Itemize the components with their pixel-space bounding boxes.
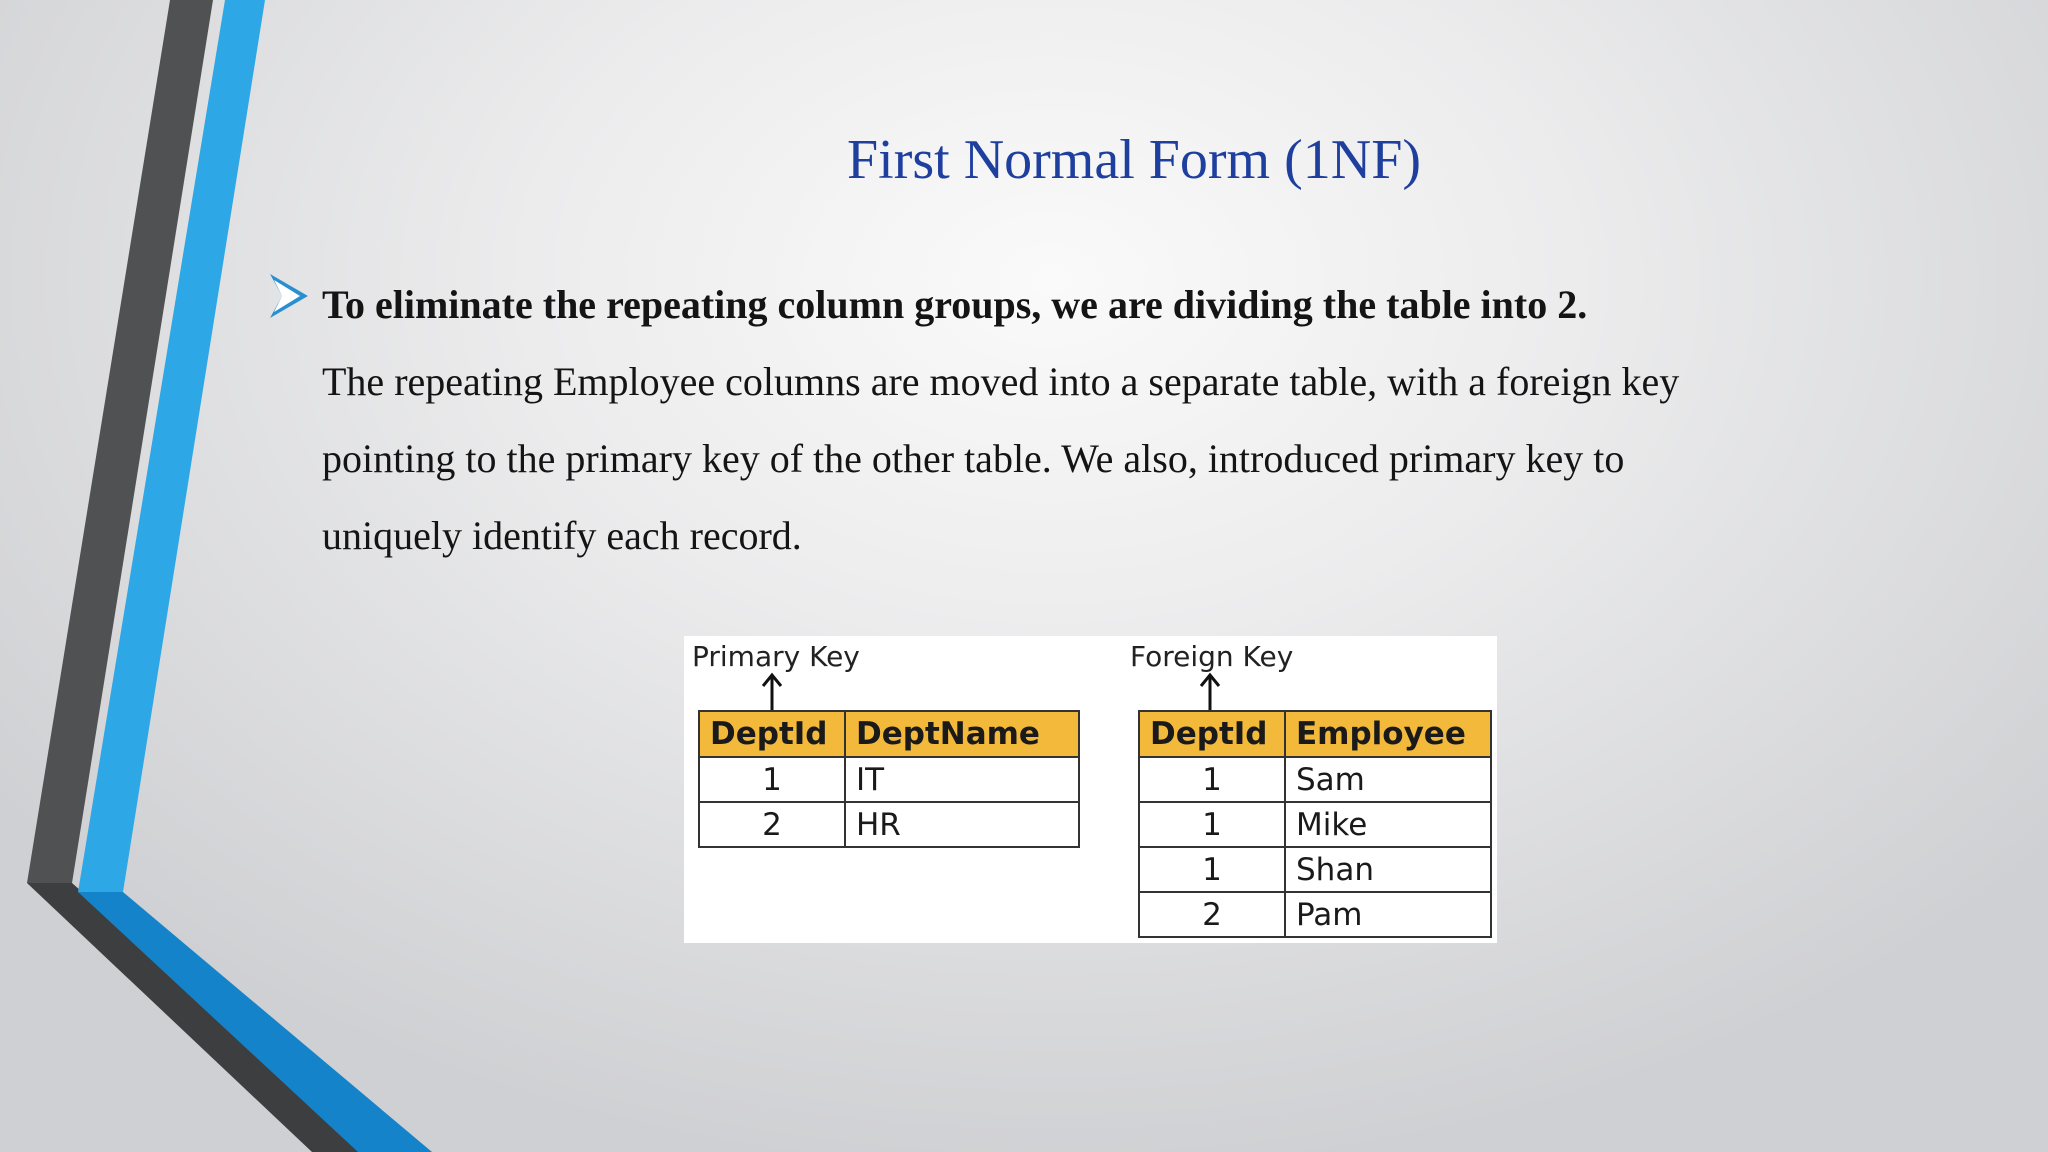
table-row xyxy=(1139,847,1491,892)
bullet-body-text: The repeating Employee columns are moved into a separate table, with a foreign key pointing to the primary key of the other table. We also, introduced primary key to uniquely identify each record. xyxy=(322,359,1680,558)
column-header: DeptId xyxy=(1139,711,1285,757)
table-cell: 1 xyxy=(699,757,845,802)
table-header-row xyxy=(699,711,1079,757)
table-row xyxy=(699,757,1079,802)
table-cell: 1 xyxy=(1139,757,1285,802)
bullet-text xyxy=(322,266,1712,574)
primary-key-label: Primary Key xyxy=(692,640,860,673)
column-header: Employee xyxy=(1285,711,1491,757)
foreign-key-label: Foreign Key xyxy=(1130,640,1294,673)
blue-stripe-diagonal xyxy=(78,892,432,1152)
slide-title: First Normal Form (1NF) xyxy=(847,129,1421,191)
table-row xyxy=(1139,892,1491,937)
table-cell: 1 xyxy=(1139,847,1285,892)
table-cell: IT xyxy=(845,757,1079,802)
table-cell: 2 xyxy=(1139,892,1285,937)
bullet-lead-text: To eliminate the repeating column groups, we are dividing the table into 2. xyxy=(322,282,1588,327)
arrow-bullet-icon xyxy=(268,272,310,320)
table-cell: Pam xyxy=(1285,892,1491,937)
up-arrow-icon xyxy=(1198,672,1222,712)
table-cell: Mike xyxy=(1285,802,1491,847)
up-arrow-icon xyxy=(760,672,784,712)
column-header: DeptName xyxy=(845,711,1079,757)
table-row xyxy=(1139,802,1491,847)
column-header: DeptId xyxy=(699,711,845,757)
table-cell: 2 xyxy=(699,802,845,847)
table-header-row xyxy=(1139,711,1491,757)
table-row xyxy=(699,802,1079,847)
table-cell: 1 xyxy=(1139,802,1285,847)
table-cell: Sam xyxy=(1285,757,1491,802)
tables-figure xyxy=(684,636,1497,943)
table-row xyxy=(1139,757,1491,802)
employee-table xyxy=(1138,710,1492,938)
department-table xyxy=(698,710,1080,848)
table-cell: Shan xyxy=(1285,847,1491,892)
table-cell: HR xyxy=(845,802,1079,847)
